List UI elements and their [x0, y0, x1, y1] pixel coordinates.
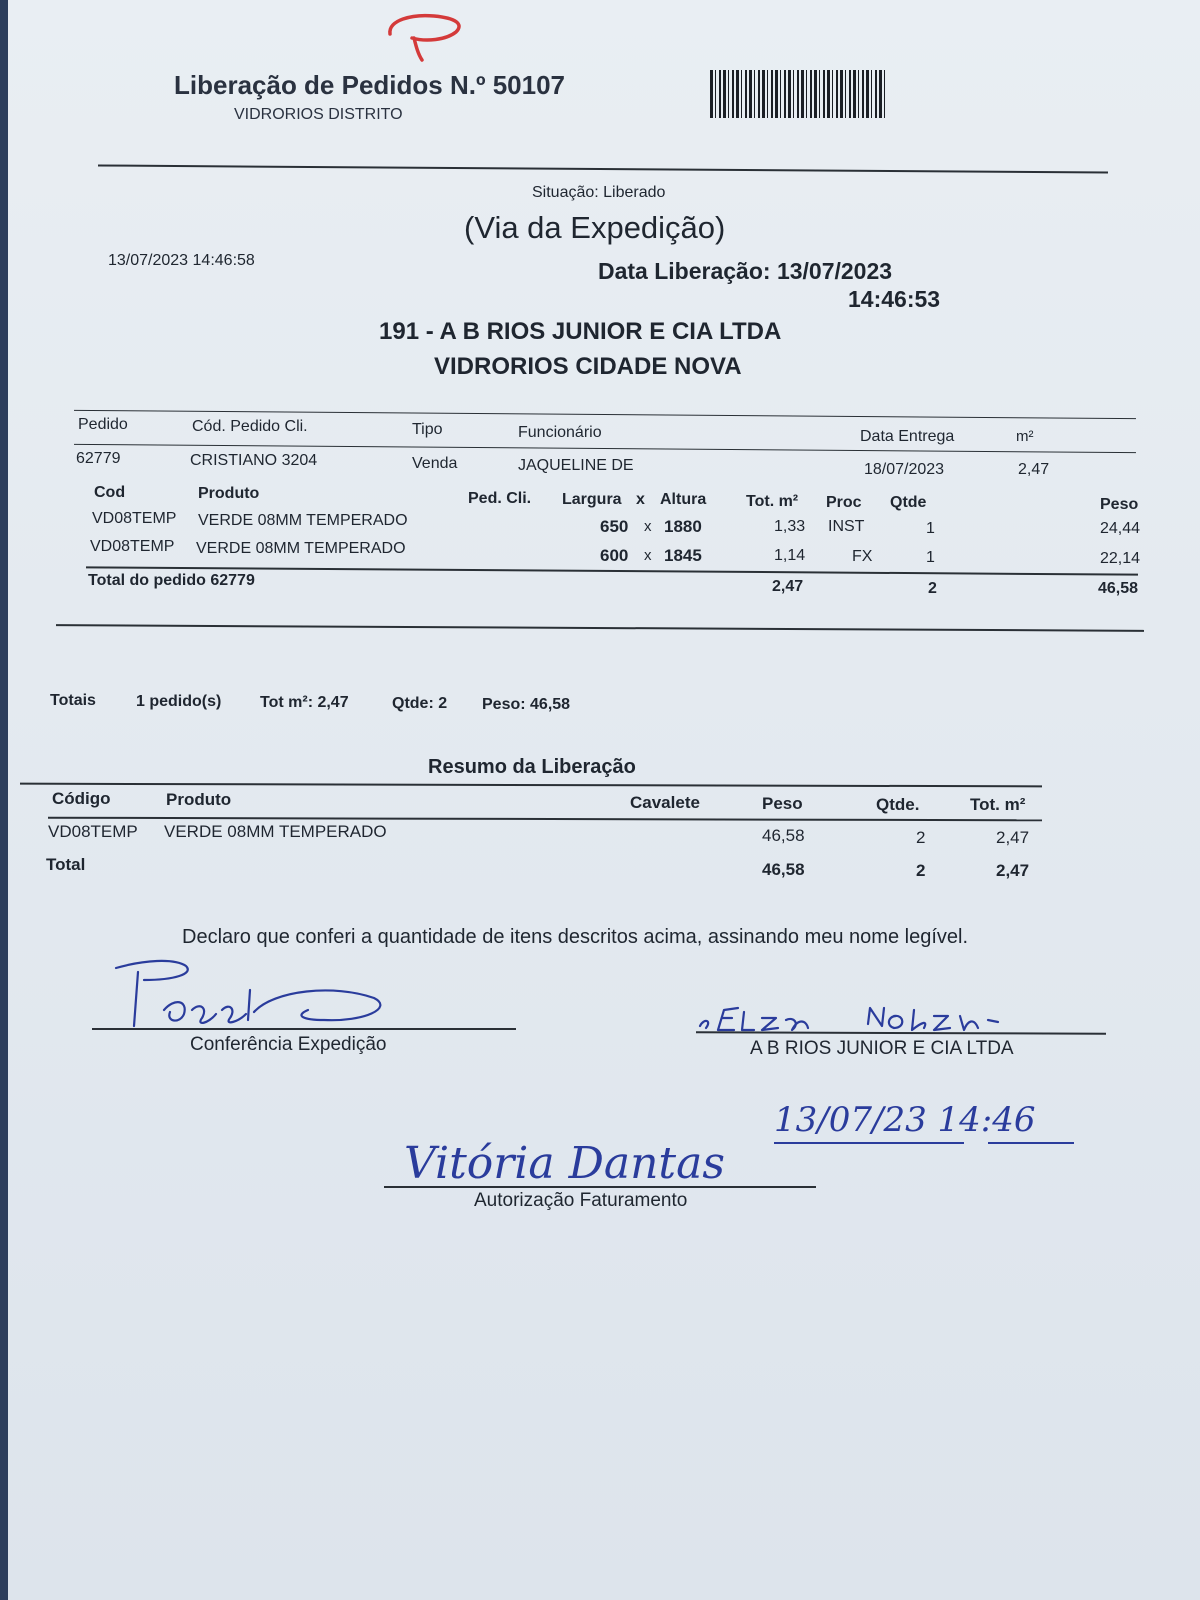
item-header-x: x	[636, 491, 645, 508]
summary-header-produto: Produto	[166, 790, 232, 809]
item-header-peso: Peso	[1100, 496, 1139, 513]
item-qty: 1	[926, 549, 935, 566]
summary-total-qty: 2	[916, 861, 926, 880]
summary-qty: 2	[916, 828, 926, 847]
client-order-code: CRISTIANO 3204	[190, 452, 318, 469]
copy-type: (Via da Expedição)	[464, 210, 726, 245]
item-height: 1845	[664, 546, 702, 565]
item-header-proc: Proc	[826, 494, 862, 511]
summary-header-cavalete: Cavalete	[630, 793, 700, 812]
order-number: 62779	[76, 450, 121, 467]
summary-code: VD08TEMP	[48, 822, 138, 841]
totals-weight: Peso: 46,58	[482, 696, 571, 713]
item-product: VERDE 08MM TEMPERADO	[196, 540, 406, 557]
order-total-m2: 2,47	[772, 578, 804, 595]
release-date: Data Liberação: 13/07/2023	[598, 258, 893, 284]
item-tot-m2: 1,14	[774, 547, 806, 564]
item-header-cod: Cod	[94, 484, 126, 501]
totals-qty: Qtde: 2	[392, 695, 448, 712]
barcode	[710, 70, 886, 118]
summary-weight: 46,58	[762, 826, 805, 845]
handwritten-mark	[382, 8, 472, 64]
summary-total-weight: 46,58	[762, 860, 805, 879]
item-header-largura: Largura	[562, 491, 622, 508]
item-width: 600	[600, 546, 629, 565]
divider	[20, 783, 1042, 788]
order-total-label: Total do pedido 62779	[88, 572, 255, 589]
summary-title: Resumo da Liberação	[428, 756, 636, 778]
status-text: Situação: Liberado	[532, 184, 666, 201]
col-header-m2: m²	[1016, 428, 1034, 445]
item-qty: 1	[926, 520, 935, 537]
item-proc: INST	[828, 518, 865, 535]
divider	[48, 817, 1042, 822]
totals-label: Totais	[50, 692, 96, 709]
delivery-date: 18/07/2023	[864, 461, 945, 478]
item-height: 1880	[664, 517, 702, 536]
handwritten-signature	[104, 950, 404, 1040]
declaration-text: Declaro que conferi a quantidade de itens descritos acima, assinando meu nome legível.	[182, 926, 969, 948]
item-tot-m2: 1,33	[774, 518, 806, 535]
handwritten-underline	[774, 1142, 964, 1144]
printed-timestamp: 13/07/2023 14:46:58	[108, 252, 255, 269]
item-code: VD08TEMP	[90, 538, 175, 555]
item-product: VERDE 08MM TEMPERADO	[198, 512, 408, 529]
item-code: VD08TEMP	[92, 510, 177, 527]
signature-line	[384, 1186, 816, 1188]
order-m2: 2,47	[1018, 461, 1050, 478]
handwritten-name: Vitória Dantas	[404, 1138, 725, 1189]
summary-m2: 2,47	[996, 828, 1030, 847]
signature-label-conferencia: Conferência Expedição	[190, 1034, 387, 1055]
handwritten-date: 13/07/23 14:46	[774, 1100, 1036, 1140]
client-name: 191 - A B RIOS JUNIOR E CIA LTDA	[379, 318, 782, 345]
employee: JAQUELINE DE	[518, 457, 634, 474]
item-x: x	[644, 547, 652, 564]
client-store: VIDRORIOS CIDADE NOVA	[434, 353, 742, 380]
handwritten-underline	[988, 1142, 1074, 1144]
col-header-pedido: Pedido	[78, 416, 128, 433]
summary-product: VERDE 08MM TEMPERADO	[164, 822, 387, 841]
order-total-weight: 46,58	[1098, 580, 1139, 597]
item-header-qtde: Qtde	[890, 494, 927, 511]
item-proc: FX	[852, 548, 873, 565]
item-header-tot-m2: Tot. m²	[746, 493, 799, 510]
item-header-produto: Produto	[198, 485, 260, 502]
item-width: 650	[600, 517, 629, 536]
item-weight: 24,44	[1100, 520, 1141, 537]
col-header-data-entrega: Data Entrega	[860, 428, 955, 445]
summary-total-label: Total	[46, 855, 86, 874]
summary-header-tot-m2: Tot. m²	[970, 795, 1026, 814]
signature-label-autorizacao: Autorização Faturamento	[474, 1190, 688, 1211]
branch-name: VIDRORIOS DISTRITO	[234, 106, 403, 123]
totals-m2: Tot m²: 2,47	[260, 694, 349, 711]
summary-header-qtde: Qtde.	[876, 795, 920, 814]
item-x: x	[644, 518, 652, 535]
item-header-ped-cli: Ped. Cli.	[468, 490, 532, 507]
document-title: Liberação de Pedidos N.º 50107	[174, 70, 565, 100]
item-header-altura: Altura	[660, 491, 707, 508]
summary-header-codigo: Código	[52, 789, 111, 808]
col-header-tipo: Tipo	[412, 421, 443, 438]
release-time: 14:46:53	[848, 286, 941, 312]
col-header-funcionario: Funcionário	[518, 424, 602, 441]
signature-label-company: A B RIOS JUNIOR E CIA LTDA	[750, 1038, 1014, 1059]
divider	[56, 624, 1144, 632]
summary-header-peso: Peso	[762, 794, 803, 813]
divider	[98, 164, 1108, 173]
summary-total-m2: 2,47	[996, 861, 1030, 880]
signature-line	[92, 1028, 516, 1030]
order-total-qty: 2	[928, 580, 937, 597]
release-document	[8, 0, 1200, 1600]
totals-orders: 1 pedido(s)	[136, 693, 222, 710]
col-header-cod-cli: Cód. Pedido Cli.	[192, 418, 308, 435]
order-type: Venda	[412, 455, 458, 472]
item-weight: 22,14	[1100, 550, 1141, 567]
